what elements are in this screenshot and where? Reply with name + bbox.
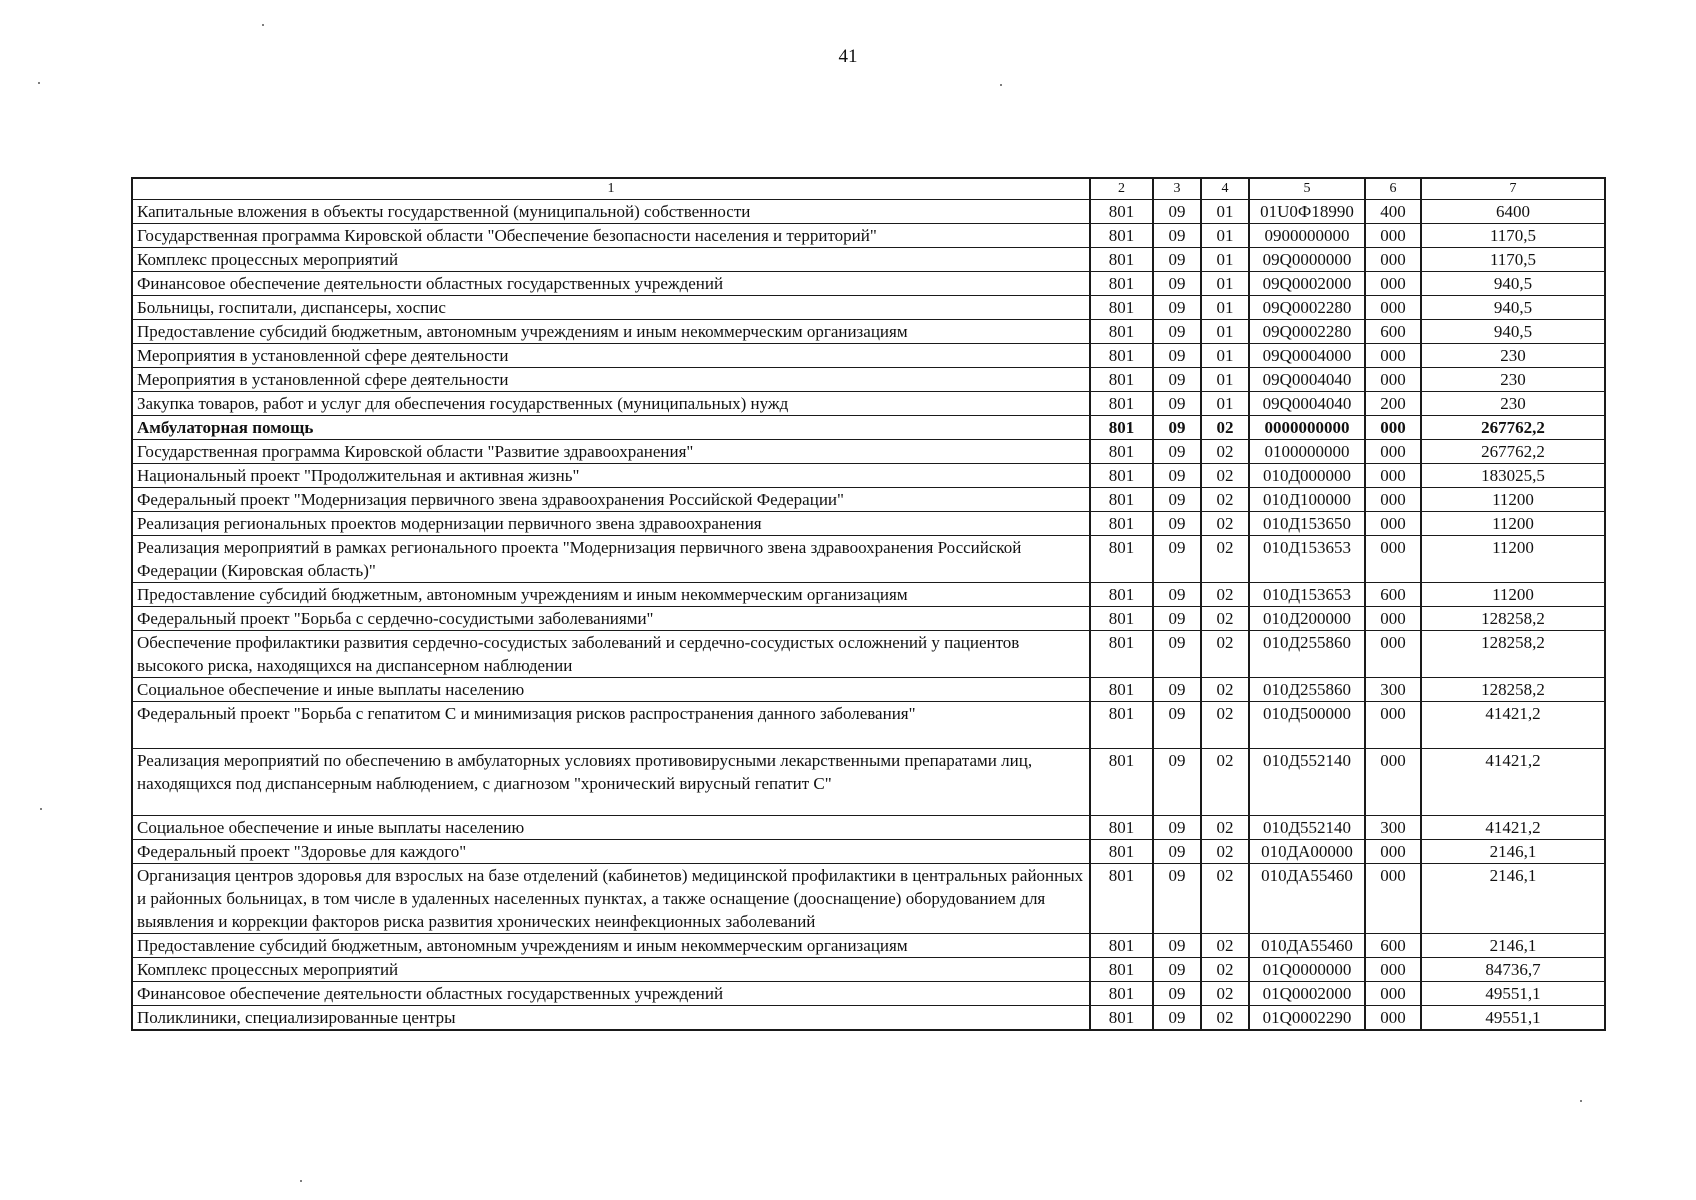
row-c4-cell: 02 xyxy=(1201,982,1249,1006)
row-c7-cell: 2146,1 xyxy=(1421,934,1605,958)
row-c5-cell: 09Q0004000 xyxy=(1249,344,1365,368)
row-c6-cell: 000 xyxy=(1365,368,1421,392)
table-row xyxy=(132,631,1605,678)
row-c2-cell: 801 xyxy=(1090,296,1153,320)
row-name-cell: Социальное обеспечение и иные выплаты населению xyxy=(132,678,1090,702)
row-name-cell: Социальное обеспечение и иные выплаты населению xyxy=(132,816,1090,840)
row-c3-cell: 09 xyxy=(1153,607,1201,631)
header-row xyxy=(132,178,1605,200)
row-c3-cell: 09 xyxy=(1153,864,1201,934)
row-c2-cell: 801 xyxy=(1090,416,1153,440)
row-c4-cell: 02 xyxy=(1201,536,1249,583)
table-row xyxy=(132,416,1605,440)
row-c2-cell: 801 xyxy=(1090,200,1153,224)
row-c4-cell: 02 xyxy=(1201,958,1249,982)
row-name-cell: Больницы, госпитали, диспансеры, хоспис xyxy=(132,296,1090,320)
row-c5-cell: 010ДА00000 xyxy=(1249,840,1365,864)
row-c3-cell: 09 xyxy=(1153,464,1201,488)
row-c6-cell: 000 xyxy=(1365,749,1421,816)
row-c6-cell: 000 xyxy=(1365,840,1421,864)
table-row xyxy=(132,864,1605,934)
row-c5-cell: 010Д153653 xyxy=(1249,536,1365,583)
row-c6-cell: 300 xyxy=(1365,816,1421,840)
row-c3-cell: 09 xyxy=(1153,440,1201,464)
row-c4-cell: 01 xyxy=(1201,368,1249,392)
table-row xyxy=(132,512,1605,536)
row-c7-cell: 49551,1 xyxy=(1421,1006,1605,1031)
row-c4-cell: 02 xyxy=(1201,702,1249,749)
row-c5-cell: 0100000000 xyxy=(1249,440,1365,464)
row-c7-cell: 128258,2 xyxy=(1421,631,1605,678)
row-c5-cell: 010Д552140 xyxy=(1249,749,1365,816)
row-c4-cell: 02 xyxy=(1201,934,1249,958)
row-c5-cell: 09Q0004040 xyxy=(1249,392,1365,416)
row-c5-cell: 0900000000 xyxy=(1249,224,1365,248)
row-name-cell: Финансовое обеспечение деятельности областных государственных учреждений xyxy=(132,982,1090,1006)
row-name-cell: Предоставление субсидий бюджетным, автономным учреждениям и иным некоммерческим организациям xyxy=(132,934,1090,958)
row-c2-cell: 801 xyxy=(1090,272,1153,296)
row-c4-cell: 02 xyxy=(1201,631,1249,678)
row-c7-cell: 230 xyxy=(1421,368,1605,392)
row-c5-cell: 01Q0002000 xyxy=(1249,982,1365,1006)
row-c6-cell: 400 xyxy=(1365,200,1421,224)
row-c4-cell: 02 xyxy=(1201,864,1249,934)
row-name-cell: Организация центров здоровья для взрослых на базе отделений (кабинетов) медицинской профилактики в центральных районных и районных больницах, в том числе в удаленных населенных пунктах, а также оснащение (дооснащение) оборудованием для выявления и коррекции факторов риска развития хронических неинфекционных заболеваний xyxy=(132,864,1090,934)
row-c3-cell: 09 xyxy=(1153,840,1201,864)
header-cell: 4 xyxy=(1201,178,1249,200)
row-c5-cell: 0000000000 xyxy=(1249,416,1365,440)
row-c4-cell: 02 xyxy=(1201,840,1249,864)
row-name-cell: Федеральный проект "Борьба с гепатитом С и минимизация рисков распространения данного заболевания" xyxy=(132,702,1090,749)
row-c2-cell: 801 xyxy=(1090,816,1153,840)
row-c6-cell: 000 xyxy=(1365,344,1421,368)
row-c2-cell: 801 xyxy=(1090,840,1153,864)
row-c5-cell: 010Д552140 xyxy=(1249,816,1365,840)
row-name-cell: Государственная программа Кировской области "Развитие здравоохранения" xyxy=(132,440,1090,464)
row-c7-cell: 41421,2 xyxy=(1421,816,1605,840)
row-c7-cell: 11200 xyxy=(1421,536,1605,583)
row-c3-cell: 09 xyxy=(1153,344,1201,368)
row-c4-cell: 01 xyxy=(1201,344,1249,368)
row-c3-cell: 09 xyxy=(1153,1006,1201,1031)
row-c5-cell: 09Q0000000 xyxy=(1249,248,1365,272)
row-c5-cell: 010Д255860 xyxy=(1249,631,1365,678)
row-c3-cell: 09 xyxy=(1153,536,1201,583)
row-name-cell: Мероприятия в установленной сфере деятельности xyxy=(132,344,1090,368)
row-c4-cell: 01 xyxy=(1201,200,1249,224)
row-c3-cell: 09 xyxy=(1153,416,1201,440)
row-c7-cell: 2146,1 xyxy=(1421,864,1605,934)
row-c4-cell: 02 xyxy=(1201,440,1249,464)
row-name-cell: Реализация мероприятий по обеспечению в амбулаторных условиях противовирусными лекарственными препаратами лиц, находящихся под диспансерным наблюдением, с диагнозом "хронический вирусный гепатит С" xyxy=(132,749,1090,816)
row-c6-cell: 000 xyxy=(1365,224,1421,248)
table-row xyxy=(132,816,1605,840)
row-c2-cell: 801 xyxy=(1090,607,1153,631)
row-c4-cell: 02 xyxy=(1201,583,1249,607)
row-c4-cell: 02 xyxy=(1201,749,1249,816)
row-c7-cell: 49551,1 xyxy=(1421,982,1605,1006)
row-c7-cell: 230 xyxy=(1421,392,1605,416)
row-c4-cell: 02 xyxy=(1201,816,1249,840)
table-row xyxy=(132,702,1605,749)
row-c5-cell: 010Д200000 xyxy=(1249,607,1365,631)
row-c5-cell: 01U0Ф18990 xyxy=(1249,200,1365,224)
header-cell: 5 xyxy=(1249,178,1365,200)
row-c3-cell: 09 xyxy=(1153,488,1201,512)
row-c3-cell: 09 xyxy=(1153,982,1201,1006)
row-c3-cell: 09 xyxy=(1153,296,1201,320)
scan-speck xyxy=(1580,1100,1582,1102)
row-name-cell: Капитальные вложения в объекты государственной (муниципальной) собственности xyxy=(132,200,1090,224)
row-name-cell: Национальный проект "Продолжительная и активная жизнь" xyxy=(132,464,1090,488)
row-name-cell: Мероприятия в установленной сфере деятельности xyxy=(132,368,1090,392)
row-c6-cell: 000 xyxy=(1365,416,1421,440)
row-name-cell: Обеспечение профилактики развития сердечно-сосудистых заболеваний и сердечно-сосудистых осложнений у пациентов высокого риска, находящихся на диспансерном наблюдении xyxy=(132,631,1090,678)
table-row xyxy=(132,296,1605,320)
table-row xyxy=(132,678,1605,702)
row-c5-cell: 010Д153653 xyxy=(1249,583,1365,607)
table-row xyxy=(132,224,1605,248)
table-row xyxy=(132,248,1605,272)
row-c3-cell: 09 xyxy=(1153,934,1201,958)
row-name-cell: Комплекс процессных мероприятий xyxy=(132,958,1090,982)
row-c5-cell: 09Q0004040 xyxy=(1249,368,1365,392)
row-c7-cell: 940,5 xyxy=(1421,272,1605,296)
row-c5-cell: 01Q0002290 xyxy=(1249,1006,1365,1031)
row-c6-cell: 000 xyxy=(1365,272,1421,296)
row-c4-cell: 01 xyxy=(1201,248,1249,272)
row-c6-cell: 600 xyxy=(1365,583,1421,607)
row-c2-cell: 801 xyxy=(1090,320,1153,344)
row-c3-cell: 09 xyxy=(1153,272,1201,296)
row-c7-cell: 128258,2 xyxy=(1421,607,1605,631)
row-c6-cell: 600 xyxy=(1365,320,1421,344)
table-row xyxy=(132,440,1605,464)
row-c6-cell: 000 xyxy=(1365,1006,1421,1031)
row-name-cell: Государственная программа Кировской области "Обеспечение безопасности населения и территорий" xyxy=(132,224,1090,248)
row-c5-cell: 09Q0002280 xyxy=(1249,320,1365,344)
row-c5-cell: 01Q0000000 xyxy=(1249,958,1365,982)
row-c5-cell: 010Д100000 xyxy=(1249,488,1365,512)
row-c6-cell: 000 xyxy=(1365,488,1421,512)
row-c7-cell: 84736,7 xyxy=(1421,958,1605,982)
row-c6-cell: 000 xyxy=(1365,982,1421,1006)
table-row xyxy=(132,958,1605,982)
row-c7-cell: 267762,2 xyxy=(1421,416,1605,440)
scan-speck xyxy=(1000,84,1002,86)
row-c7-cell: 267762,2 xyxy=(1421,440,1605,464)
row-c3-cell: 09 xyxy=(1153,224,1201,248)
row-c4-cell: 01 xyxy=(1201,272,1249,296)
table-row xyxy=(132,344,1605,368)
row-name-cell: Предоставление субсидий бюджетным, автономным учреждениям и иным некоммерческим организациям xyxy=(132,320,1090,344)
row-c5-cell: 010ДА55460 xyxy=(1249,864,1365,934)
page-number: 41 xyxy=(838,46,858,67)
table-row xyxy=(132,272,1605,296)
row-c6-cell: 000 xyxy=(1365,536,1421,583)
row-c3-cell: 09 xyxy=(1153,248,1201,272)
row-c3-cell: 09 xyxy=(1153,816,1201,840)
row-c3-cell: 09 xyxy=(1153,392,1201,416)
row-c3-cell: 09 xyxy=(1153,200,1201,224)
row-c7-cell: 41421,2 xyxy=(1421,749,1605,816)
row-name-cell: Федеральный проект "Борьба с сердечно-сосудистыми заболеваниями" xyxy=(132,607,1090,631)
row-c6-cell: 200 xyxy=(1365,392,1421,416)
row-c2-cell: 801 xyxy=(1090,982,1153,1006)
row-c2-cell: 801 xyxy=(1090,368,1153,392)
row-c7-cell: 183025,5 xyxy=(1421,464,1605,488)
row-c2-cell: 801 xyxy=(1090,958,1153,982)
table-row xyxy=(132,320,1605,344)
row-c6-cell: 000 xyxy=(1365,440,1421,464)
row-c7-cell: 940,5 xyxy=(1421,320,1605,344)
table-row xyxy=(132,982,1605,1006)
row-c2-cell: 801 xyxy=(1090,702,1153,749)
table-body xyxy=(132,178,1605,1030)
table-row xyxy=(132,464,1605,488)
row-name-cell: Амбулаторная помощь xyxy=(132,416,1090,440)
table-row xyxy=(132,200,1605,224)
header-cell: 1 xyxy=(132,178,1090,200)
row-c4-cell: 02 xyxy=(1201,678,1249,702)
scan-speck xyxy=(40,808,42,810)
table-row xyxy=(132,488,1605,512)
row-c3-cell: 09 xyxy=(1153,368,1201,392)
row-name-cell: Предоставление субсидий бюджетным, автономным учреждениям и иным некоммерческим организациям xyxy=(132,583,1090,607)
row-c6-cell: 000 xyxy=(1365,702,1421,749)
row-c5-cell: 010Д000000 xyxy=(1249,464,1365,488)
row-c4-cell: 01 xyxy=(1201,392,1249,416)
row-c4-cell: 02 xyxy=(1201,488,1249,512)
row-c7-cell: 128258,2 xyxy=(1421,678,1605,702)
row-c3-cell: 09 xyxy=(1153,678,1201,702)
row-c4-cell: 01 xyxy=(1201,296,1249,320)
row-c7-cell: 11200 xyxy=(1421,583,1605,607)
row-c2-cell: 801 xyxy=(1090,344,1153,368)
row-c7-cell: 230 xyxy=(1421,344,1605,368)
scan-speck xyxy=(262,24,264,26)
row-name-cell: Федеральный проект "Здоровье для каждого" xyxy=(132,840,1090,864)
row-c2-cell: 801 xyxy=(1090,440,1153,464)
row-c6-cell: 300 xyxy=(1365,678,1421,702)
row-c5-cell: 010ДА55460 xyxy=(1249,934,1365,958)
header-cell: 2 xyxy=(1090,178,1153,200)
row-c7-cell: 6400 xyxy=(1421,200,1605,224)
row-c7-cell: 2146,1 xyxy=(1421,840,1605,864)
table-row xyxy=(132,749,1605,816)
row-c4-cell: 01 xyxy=(1201,320,1249,344)
scan-speck xyxy=(300,1180,302,1182)
table-row xyxy=(132,840,1605,864)
row-c2-cell: 801 xyxy=(1090,248,1153,272)
table-row xyxy=(132,583,1605,607)
row-c7-cell: 1170,5 xyxy=(1421,248,1605,272)
row-c4-cell: 02 xyxy=(1201,464,1249,488)
row-c3-cell: 09 xyxy=(1153,749,1201,816)
table-row xyxy=(132,536,1605,583)
row-c7-cell: 11200 xyxy=(1421,488,1605,512)
row-c6-cell: 600 xyxy=(1365,934,1421,958)
row-name-cell: Финансовое обеспечение деятельности областных государственных учреждений xyxy=(132,272,1090,296)
table-row xyxy=(132,607,1605,631)
row-name-cell: Реализация мероприятий в рамках регионального проекта "Модернизация первичного звена здравоохранения Российской Федерации (Кировская область)" xyxy=(132,536,1090,583)
row-c6-cell: 000 xyxy=(1365,464,1421,488)
row-c3-cell: 09 xyxy=(1153,958,1201,982)
row-c7-cell: 1170,5 xyxy=(1421,224,1605,248)
row-c2-cell: 801 xyxy=(1090,749,1153,816)
header-cell: 6 xyxy=(1365,178,1421,200)
row-c5-cell: 09Q0002280 xyxy=(1249,296,1365,320)
scan-speck xyxy=(38,82,40,84)
row-c6-cell: 000 xyxy=(1365,607,1421,631)
table-row xyxy=(132,392,1605,416)
row-c4-cell: 02 xyxy=(1201,512,1249,536)
row-c4-cell: 01 xyxy=(1201,224,1249,248)
row-c2-cell: 801 xyxy=(1090,464,1153,488)
row-c5-cell: 010Д153650 xyxy=(1249,512,1365,536)
row-c2-cell: 801 xyxy=(1090,536,1153,583)
row-c2-cell: 801 xyxy=(1090,224,1153,248)
table-row xyxy=(132,368,1605,392)
row-c7-cell: 11200 xyxy=(1421,512,1605,536)
row-name-cell: Федеральный проект "Модернизация первичного звена здравоохранения Российской Федерации" xyxy=(132,488,1090,512)
row-c3-cell: 09 xyxy=(1153,512,1201,536)
row-c2-cell: 801 xyxy=(1090,392,1153,416)
row-name-cell: Закупка товаров, работ и услуг для обеспечения государственных (муниципальных) нужд xyxy=(132,392,1090,416)
row-c6-cell: 000 xyxy=(1365,248,1421,272)
row-c4-cell: 02 xyxy=(1201,1006,1249,1031)
row-c6-cell: 000 xyxy=(1365,296,1421,320)
row-c2-cell: 801 xyxy=(1090,512,1153,536)
row-c6-cell: 000 xyxy=(1365,864,1421,934)
row-c2-cell: 801 xyxy=(1090,488,1153,512)
row-name-cell: Комплекс процессных мероприятий xyxy=(132,248,1090,272)
row-c6-cell: 000 xyxy=(1365,512,1421,536)
row-c2-cell: 801 xyxy=(1090,864,1153,934)
row-c3-cell: 09 xyxy=(1153,702,1201,749)
row-c7-cell: 940,5 xyxy=(1421,296,1605,320)
row-c2-cell: 801 xyxy=(1090,678,1153,702)
row-c5-cell: 010Д255860 xyxy=(1249,678,1365,702)
header-cell: 7 xyxy=(1421,178,1605,200)
budget-table xyxy=(131,177,1606,1031)
table-row xyxy=(132,1006,1605,1031)
row-c3-cell: 09 xyxy=(1153,320,1201,344)
row-c2-cell: 801 xyxy=(1090,934,1153,958)
row-c6-cell: 000 xyxy=(1365,631,1421,678)
table-row xyxy=(132,934,1605,958)
row-c2-cell: 801 xyxy=(1090,1006,1153,1031)
row-c6-cell: 000 xyxy=(1365,958,1421,982)
header-cell: 3 xyxy=(1153,178,1201,200)
row-c3-cell: 09 xyxy=(1153,631,1201,678)
row-c5-cell: 010Д500000 xyxy=(1249,702,1365,749)
row-c3-cell: 09 xyxy=(1153,583,1201,607)
row-c7-cell: 41421,2 xyxy=(1421,702,1605,749)
row-c4-cell: 02 xyxy=(1201,607,1249,631)
row-name-cell: Поликлиники, специализированные центры xyxy=(132,1006,1090,1031)
row-c5-cell: 09Q0002000 xyxy=(1249,272,1365,296)
row-c2-cell: 801 xyxy=(1090,583,1153,607)
row-name-cell: Реализация региональных проектов модернизации первичного звена здравоохранения xyxy=(132,512,1090,536)
row-c2-cell: 801 xyxy=(1090,631,1153,678)
row-c4-cell: 02 xyxy=(1201,416,1249,440)
